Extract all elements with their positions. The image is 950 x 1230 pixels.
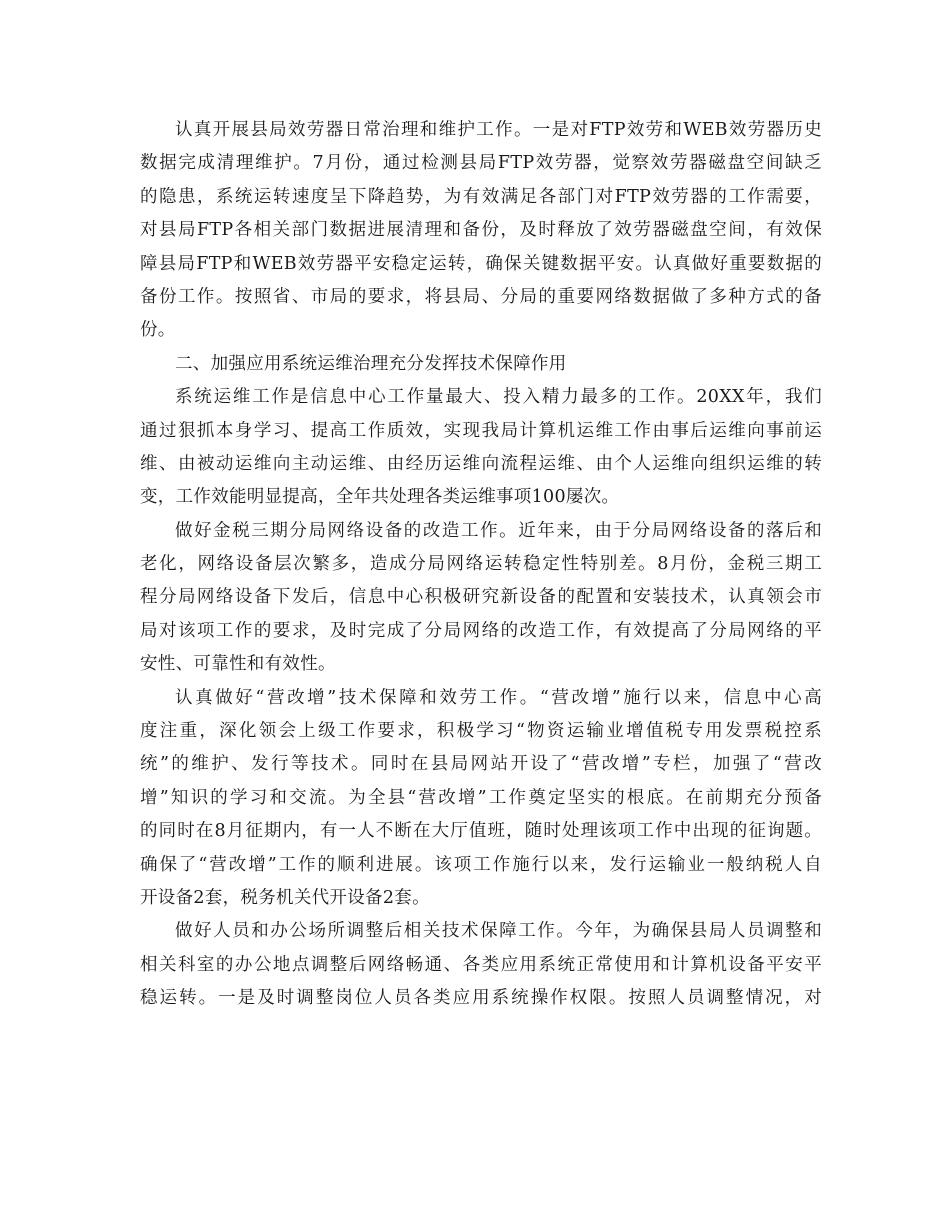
text-line: 做好人员和办公场所调整后相关技术保障工作。今年，为确保县局人员调整和	[175, 921, 822, 942]
text-line: 安性、可靠性和有效性。	[140, 654, 336, 675]
text-line: 的隐患，系统运转速度呈下降趋势，为有效满足各部门对FTP效劳器的工作需要，	[140, 186, 822, 207]
document-body	[140, 114, 822, 1016]
text-line: 确保了“营改增”工作的顺利进展。该项工作施行以来，发行运输业一般纳税人自	[140, 854, 822, 875]
text-line: 的同时在8月征期内，有一人不断在大厅值班，随时处理该项工作中出现的征询题。	[140, 821, 822, 842]
text-line: 开设备2套，税务机关代开设备2套。	[140, 887, 430, 908]
text-line: 老化，网络设备层次繁多，造成分局网络运转稳定性特别差。8月份，金税三期工	[140, 554, 822, 575]
text-line: 统”的维护、发行等技术。同时在县局网站开设了“营改增”专栏，加强了“营改	[140, 754, 822, 775]
text-line: 认真开展县局效劳器日常治理和维护工作。一是对FTP效劳和WEB效劳器历史	[175, 120, 822, 140]
text-line: 对县局FTP各相关部门数据进展清理和备份，及时释放了效劳器磁盘空间，有效保	[140, 220, 822, 241]
text-line: 备份工作。按照省、市局的要求，将县局、分局的重要网络数据做了多种方式的备	[140, 286, 822, 307]
text-line: 做好金税三期分局网络设备的改造工作。近年来，由于分局网络设备的落后和	[175, 520, 822, 541]
text-line: 障县局FTP和WEB效劳器平安稳定运转，确保关键数据平安。认真做好重要数据的	[140, 253, 822, 274]
text-line: 局对该项工作的要求，及时完成了分局网络的改造工作，有效提高了分局网络的平	[140, 620, 822, 641]
text-line: 认真做好“营改增”技术保障和效劳工作。“营改增”施行以来，信息中心高	[175, 687, 822, 708]
text-line: 维、由被动运维向主动运维、由经历运维向流程运维、由个人运维向组织运维的转	[140, 453, 822, 474]
text-line: 系统运维工作是信息中心工作量最大、投入精力最多的工作。20XX年，我们	[175, 387, 822, 408]
text-line: 度注重，深化领会上级工作要求，积极学习“物资运输业增值税专用发票税控系	[140, 721, 822, 742]
text-line: 稳运转。一是及时调整岗位人员各类应用系统操作权限。按照人员调整情况，对	[140, 988, 822, 1009]
text-line: 程分局网络设备下发后，信息中心积极研究新设备的配置和安装技术，认真领会市	[140, 587, 822, 608]
text-line: 变，工作效能明显提高，全年共处理各类运维事项100屡次。	[140, 487, 620, 508]
text-line: 相关科室的办公地点调整后网络畅通、各类应用系统正常使用和计算机设备平安平	[140, 954, 822, 975]
text-line: 数据完成清理维护。7月份，通过检测县局FTP效劳器，觉察效劳器磁盘空间缺乏	[140, 153, 822, 174]
text-line: 份。	[140, 320, 176, 341]
text-line: 通过狠抓本身学习、提高工作质效，实现我局计算机运维工作由事后运维向事前运	[140, 420, 822, 441]
text-line: 增”知识的学习和交流。为全县“营改增”工作奠定坚实的根底。在前期充分预备	[140, 787, 822, 808]
text-line: 二、加强应用系统运维治理充分发挥技术保障作用	[175, 353, 567, 374]
